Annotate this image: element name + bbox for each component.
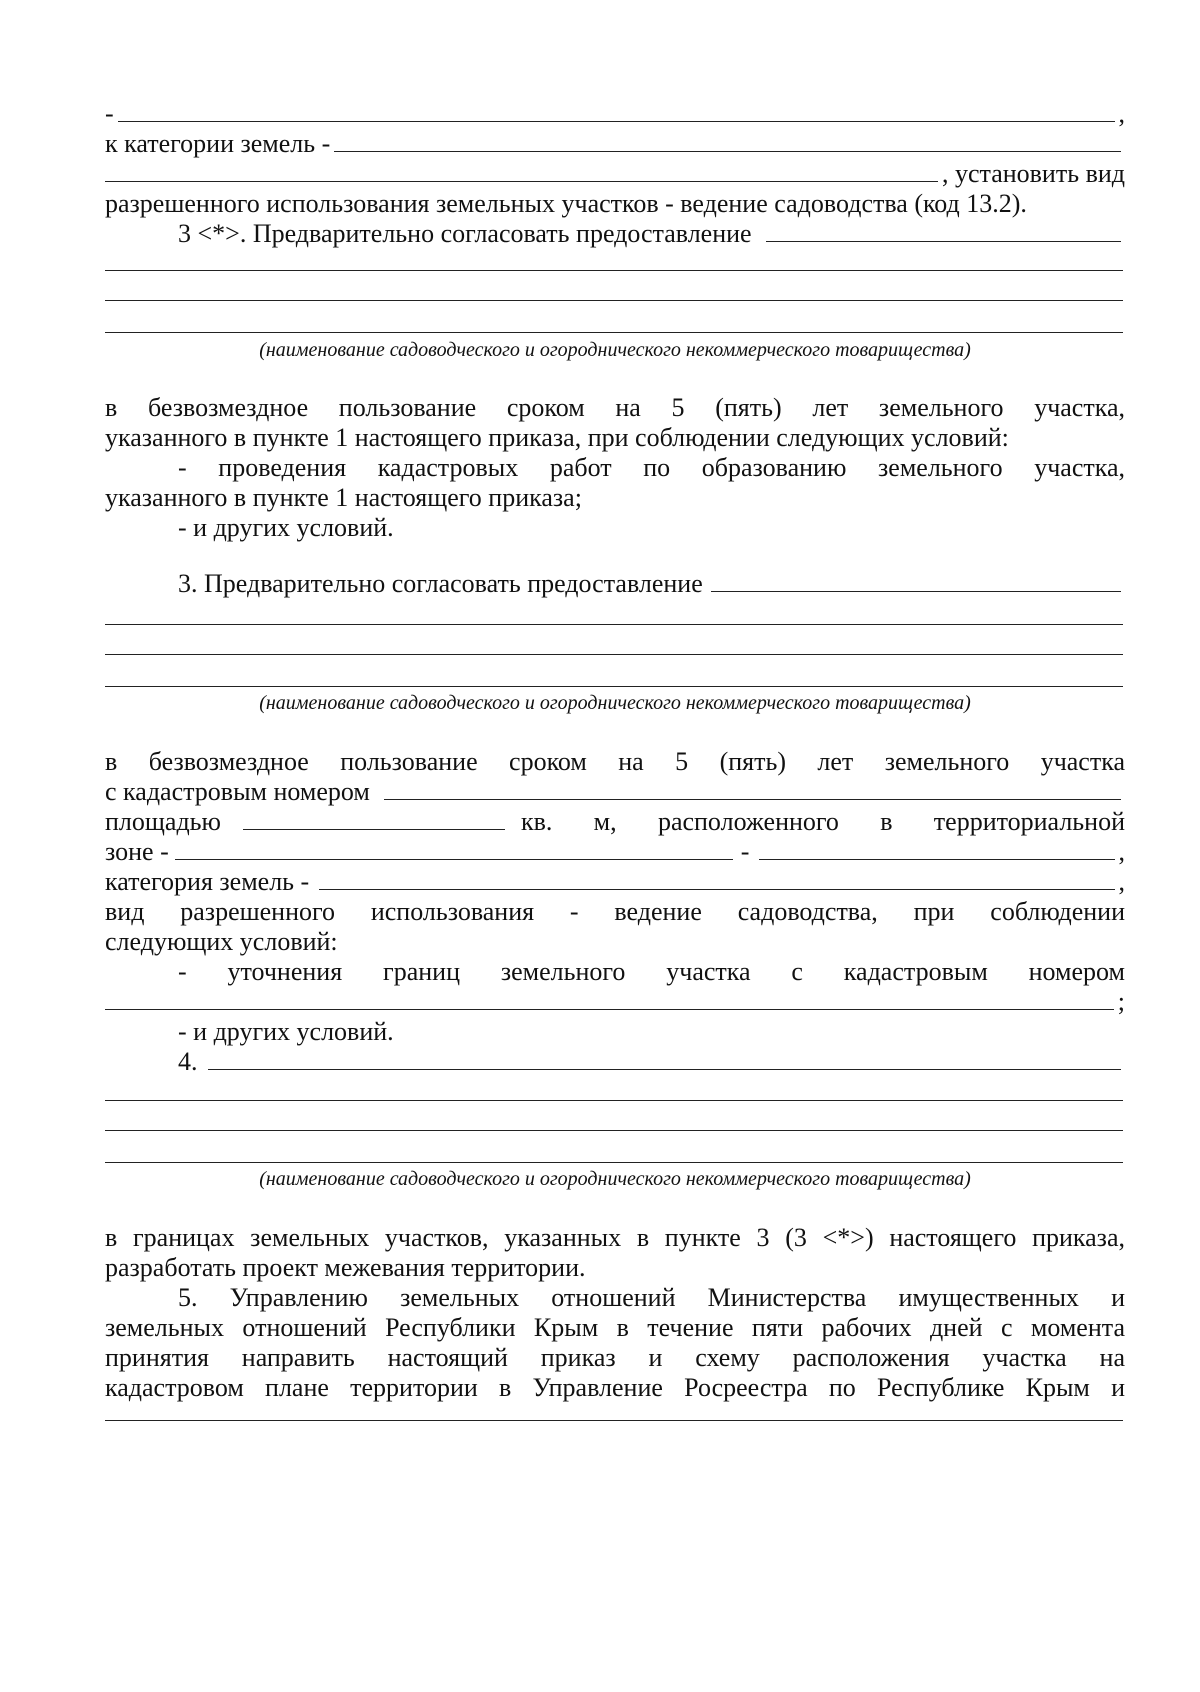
item5-text-4: кадастровом плане территории в Управление Росреестра по Республике Крым и — [105, 1373, 1125, 1402]
item3star-lead: 3 <*>. Предварительно согласовать предоставление — [178, 219, 752, 248]
item5-text-1: 5. Управлению земельных отношений Министерства имущественных и — [178, 1283, 1125, 1312]
item4-text-2: разработать проект межевания территории. — [105, 1253, 586, 1282]
item3star-blank-line-1 — [105, 270, 1123, 271]
item3-lead-blank — [711, 569, 1121, 592]
item3-lead-line — [178, 568, 1125, 600]
item3-vri-2: следующих условий: — [105, 927, 338, 956]
footer-rule — [105, 1420, 1123, 1421]
item4-lead-blank — [208, 1047, 1122, 1070]
item3star-text-4: указанного в пункте 1 настоящего приказа; — [105, 483, 582, 512]
item3-cond-1-blank-line — [105, 986, 1125, 1018]
zone-label: зоне - — [105, 837, 169, 866]
item5-text-3: принятия направить настоящий приказ и схему расположения участка на — [105, 1343, 1125, 1372]
item3star-cond-2: - и других условий. — [178, 513, 394, 542]
land-category-line — [105, 128, 1125, 160]
zone-blank-2 — [759, 837, 1114, 860]
land-category-label: к категории земель - — [105, 129, 331, 158]
item4-blank-line-2 — [105, 1130, 1123, 1131]
item3-cond-1: - уточнения границ земельного участка с кадастровым номером — [178, 957, 1125, 986]
top-blank — [118, 99, 1115, 122]
cadastral-line — [105, 776, 1125, 808]
zone-blank-1 — [175, 837, 733, 860]
item3-text-1: в безвозмездное пользование сроком на 5 (пять) лет земельного участка — [105, 747, 1125, 776]
set-vid-line — [105, 158, 1125, 190]
top-comma: , — [1118, 99, 1125, 128]
area-blank — [243, 807, 505, 830]
cadastral-label: с кадастровым номером — [105, 777, 370, 806]
cadastral-blank — [384, 777, 1121, 800]
item4-lead-line — [178, 1046, 1125, 1078]
zone-comma: , — [1118, 837, 1125, 866]
item3-semicolon: ; — [1117, 987, 1125, 1016]
item3star-caption: (наименование садоводческого и огороднического некоммерческого товарищества) — [259, 339, 971, 361]
land-category-blank — [334, 129, 1121, 152]
zone-dash: - — [740, 837, 750, 866]
item4-caption: (наименование садоводческого и огороднического некоммерческого товарищества) — [259, 1168, 971, 1190]
area-line — [105, 806, 1125, 838]
item3star-text-2: указанного в пункте 1 настоящего приказа, при соблюдении следующих условий: — [105, 423, 1009, 452]
area-suffix: кв. м, расположенного в территориальной — [520, 807, 1125, 836]
category-comma: , — [1118, 867, 1125, 896]
set-vid-blank — [105, 159, 938, 182]
item3star-lead-line — [178, 218, 1125, 250]
vri-line: разрешенного использования земельных участков - ведение садоводства (код 13.2). — [105, 189, 1027, 218]
item3star-blank-line-2 — [105, 300, 1123, 301]
item3-vri-1: вид разрешенного использования - ведение садоводства, при соблюдении — [105, 897, 1125, 926]
item3-blank-line-3 — [105, 686, 1123, 687]
item3-blank-line-2 — [105, 654, 1123, 655]
category-line — [105, 866, 1125, 898]
item3star-text-1: в безвозмездное пользование сроком на 5 (пять) лет земельного участка, — [105, 393, 1125, 422]
item3-cond-2: - и других условий. — [178, 1017, 394, 1046]
top-dash: - — [105, 99, 114, 128]
item3-caption: (наименование садоводческого и огороднического некоммерческого товарищества) — [259, 692, 971, 714]
item3-cond-1-blank — [105, 987, 1114, 1010]
item3-lead: 3. Предварительно согласовать предоставление — [178, 569, 703, 598]
item3star-cond-1: - проведения кадастровых работ по образованию земельного участка, — [178, 453, 1125, 482]
category-blank — [319, 867, 1114, 890]
item4-blank-line-1 — [105, 1100, 1123, 1101]
top-blank-line — [105, 98, 1125, 130]
item4-blank-line-3 — [105, 1162, 1123, 1163]
item3-blank-line-1 — [105, 624, 1123, 625]
item4-text-1: в границах земельных участков, указанных в пункте 3 (3 <*>) настоящего приказа, — [105, 1223, 1125, 1252]
category-label: категория земель - — [105, 867, 310, 896]
item5-text-2: земельных отношений Республики Крым в течение пяти рабочих дней с момента — [105, 1313, 1125, 1342]
area-label: площадью — [105, 807, 221, 836]
set-vid-text: , установить вид — [941, 159, 1125, 188]
zone-line — [105, 836, 1125, 868]
item3star-blank-line-3 — [105, 332, 1123, 333]
item3star-lead-blank — [766, 219, 1121, 242]
item4-lead: 4. — [178, 1047, 198, 1076]
